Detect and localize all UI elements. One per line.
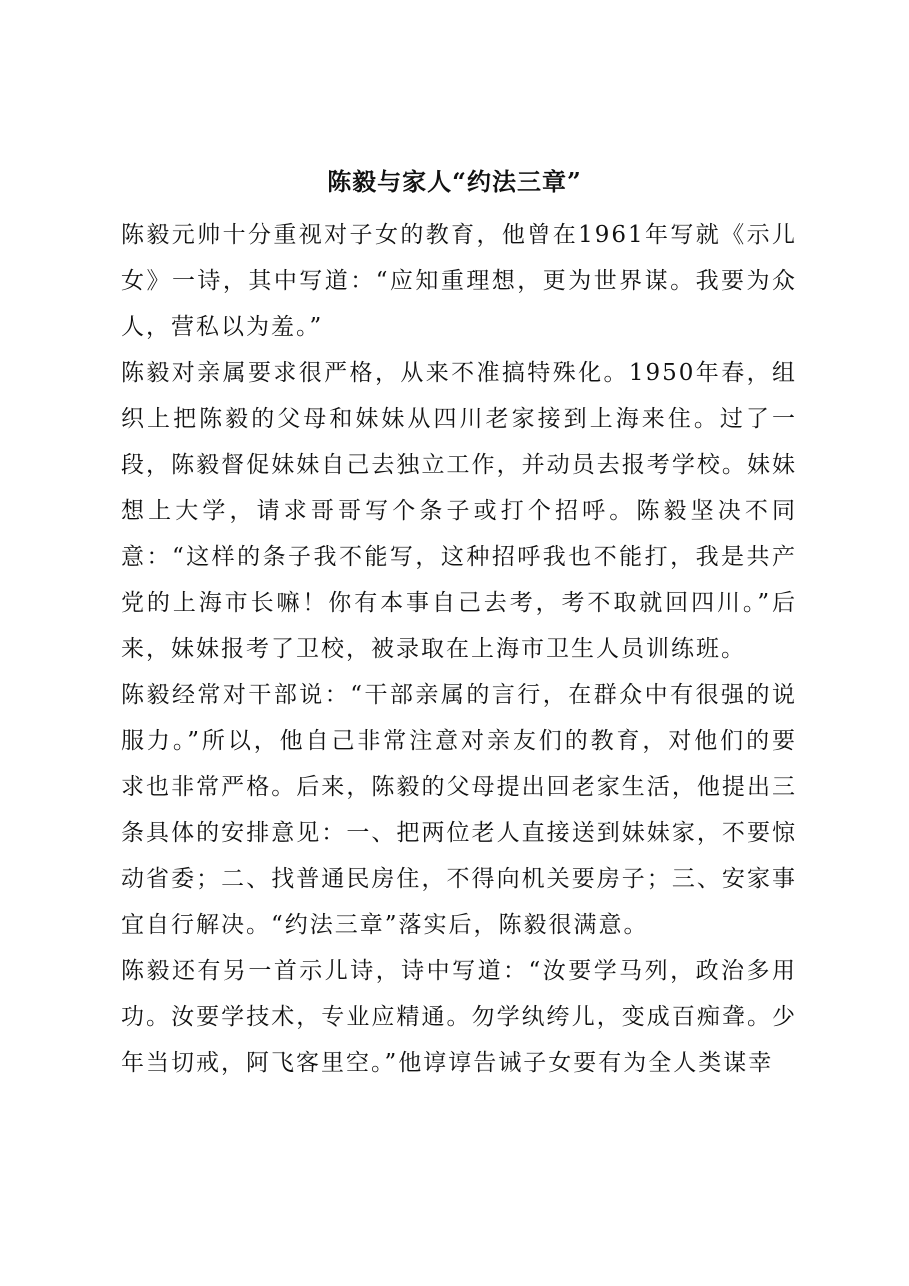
paragraph: 陈毅元帅十分重视对子女的教育，他曾在1961年写就《示儿女》一诗，其中写道：“应知重理想，更为世界谋。我要为众人，营私以为羞。” (121, 222, 797, 340)
paragraph: 陈毅还有另一首示儿诗，诗中写道：“汝要学马列，政治多用功。汝要学技术，专业应精通。勿学纨绔儿，变成百痴聋。少年当切戒，阿飞客里空。”他谆谆告诫子女要有为全人类谋幸 (121, 958, 797, 1076)
document-body (121, 212, 797, 1086)
document-title: 陈毅与家人“约法三章” (327, 167, 582, 196)
paragraph: 陈毅经常对干部说：“干部亲属的言行，在群众中有很强的说服力。”所以，他自己非常注意对亲友们的教育，对他们的要求也非常严格。后来，陈毅的父母提出回老家生活，他提出三条具体的安排意见：一、把两位老人直接送到妹妹家，不要惊动省委；二、找普通民房住，不得向机关要房子；三、安家事宜自行解决。“约法三章”落实后，陈毅很满意。 (121, 682, 797, 938)
paragraph: 陈毅对亲属要求很严格，从来不准搞特殊化。1950年春，组织上把陈毅的父母和妹妹从四川老家接到上海来住。过了一段，陈毅督促妹妹自己去独立工作，并动员去报考学校。妹妹想上大学，请求哥哥写个条子或打个招呼。陈毅坚决不同意：“这样的条子我不能写，这种招呼我也不能打，我是共产党的上海市长嘛！你有本事自己去考，考不取就回四川。”后来，妹妹报考了卫校，被录取在上海市卫生人员训练班。 (121, 360, 797, 662)
